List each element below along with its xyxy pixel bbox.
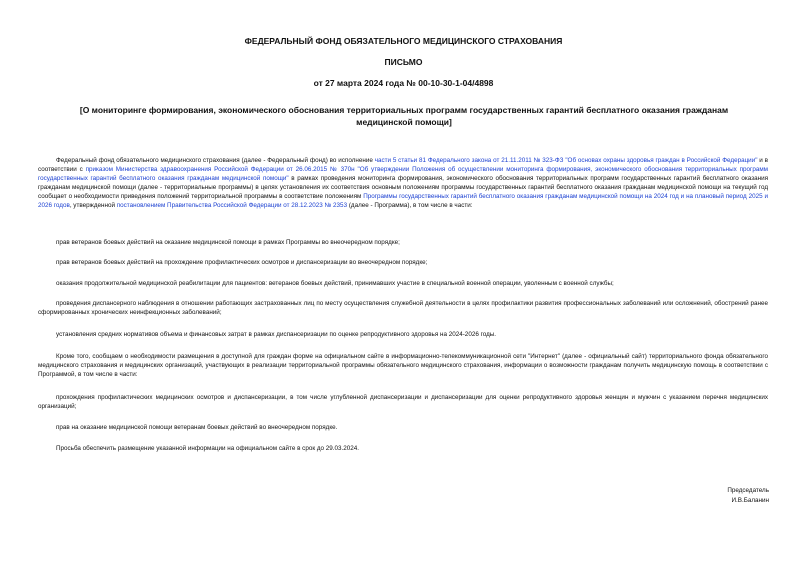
intro-text-5: (далее - Программа), в том числе в части: xyxy=(347,202,473,209)
doc-subject: [О мониторинге формирования, экономического обоснования территориальных программ государственных гарантий бесплатного оказания гражданам медицинской помощи] xyxy=(79,105,729,127)
list-item: прав ветеранов боевых действий на прохождение профилактических осмотров и диспансеризации во внеочередном порядке; xyxy=(56,259,428,266)
intro-text-3: в рамках проведения мониторинга формирования, экономического обоснования территориальных программ государственных гарантий бесплатного оказания гражданам медицинской помощи (далее - территориальные программы) в целях установления их соответствия основным положениям программы государственных гарантий бесплатного оказания гражданам медицинской помощи на текущий год сообщает о необходимости приведения положений территориальной программы в соответствие положениям xyxy=(38,175,768,200)
org-title: ФЕДЕРАЛЬНЫЙ ФОНД ОБЯЗАТЕЛЬНОГО МЕДИЦИНСКОГО СТРАХОВАНИЯ xyxy=(244,36,563,46)
info-paragraph: Кроме того, сообщаем о необходимости размещения в доступной для граждан форме на официальном сайте в информационно-телекоммуникационной сети "Интернет" (далее - официальный сайт) территориального фонда обязательного медицинского страхования и медицинских организаций, участвующих в реализации территориальной программы обязательного медицинского страхования, информации о возможности гражданам получить медицинскую помощь в соответствии с Программой, в том числе в части: xyxy=(38,353,768,378)
list-item: установления средних нормативов объема и финансовых затрат в рамках диспансеризации по оценке репродуктивного здоровья на 2024-2026 годы. xyxy=(56,331,497,338)
signer-position: Председатель xyxy=(727,487,769,494)
program-link[interactable]: Программы государственных гарантий бесплатного оказания гражданам медицинской помощи на 2024 год и на плановый период 2025 и 2026 годов xyxy=(38,193,768,209)
decree-link[interactable]: постановлением Правительства Российской Федерации от 28.12.2023 № 2353 xyxy=(116,202,348,209)
request-paragraph: Просьба обеспечить размещение указанной информации на официальном сайте в срок до 29.03.2024. xyxy=(56,445,360,452)
intro-text-4: , утвержденной xyxy=(69,202,117,209)
intro-paragraph xyxy=(38,156,768,210)
doc-type: ПИСЬМО xyxy=(384,57,423,67)
intro-text-1: Федеральный фонд обязательного медицинского страхования (далее - Федеральный фонд) во исполнение xyxy=(56,157,375,164)
intro-text-2: и в соответствии с xyxy=(38,157,768,173)
list-item: прав на оказание медицинской помощи ветеранам боевых действий во внеочередном порядке. xyxy=(56,424,338,431)
doc-date-number: от 27 марта 2024 года № 00-10-30-1-04/4898 xyxy=(313,78,494,88)
list-item: оказания продолжительной медицинской реабилитации для пациентов: ветеранов боевых действий, принимавших участие в специальной военной операции, уволенным с военной службы; xyxy=(56,280,614,287)
list-item: прав ветеранов боевых действий на оказание медицинской помощи в рамках Программы во внеочередном порядке; xyxy=(56,239,400,246)
list-item: прохождения профилактических медицинских осмотров и диспансеризации, в том числе углубленной диспансеризации и диспансеризации для оценки репродуктивного здоровья женщин и мужчин с указанием перечня медицинских организаций; xyxy=(38,394,768,410)
list-item: проведения диспансерного наблюдения в отношении работающих застрахованных лиц по месту осуществления служебной деятельности в целях профилактики развития профессиональных заболеваний или осложнений, обострений ранее сформированных хронических неинфекционных заболеваний; xyxy=(38,300,768,316)
signer-name: И.В.Баланин xyxy=(731,497,769,504)
order-link[interactable]: приказом Министерства здравоохранения Российской Федерации от 26.06.2015 № 370н "Об утверждении Положения об осуществлении мониторинга формирования, экономического обоснования территориальных программ государственных гарантий бесплатного оказания гражданам медицинской помощи" xyxy=(38,166,768,182)
law-link[interactable]: части 5 статьи 81 Федерального закона от 21.11.2011 № 323-ФЗ "Об основах охраны здоровья граждан в Российской Федерации" xyxy=(374,157,758,164)
